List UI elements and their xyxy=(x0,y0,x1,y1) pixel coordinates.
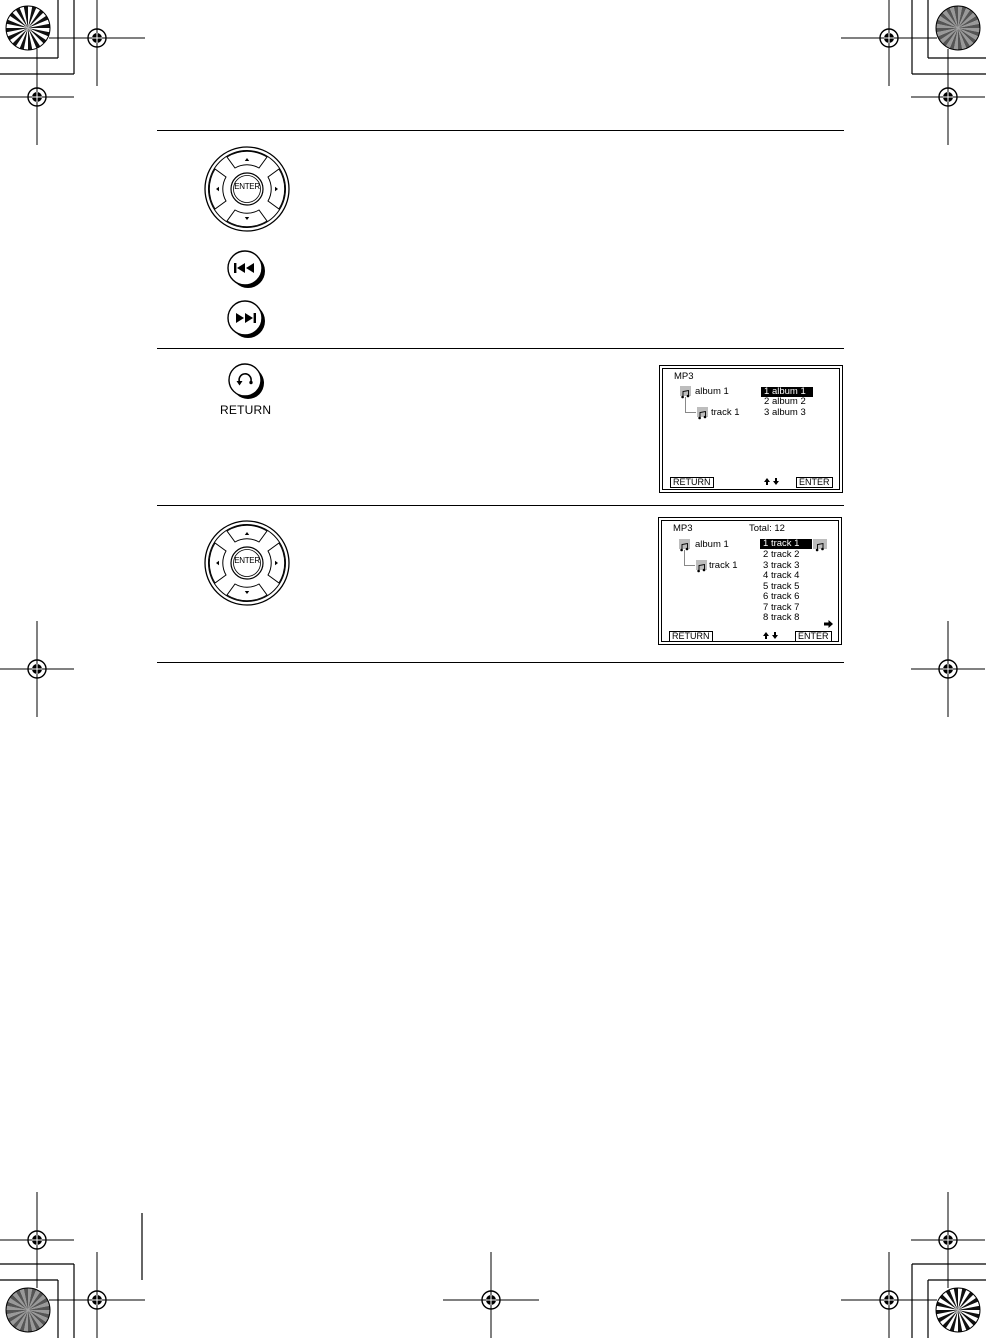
list-item-label: track 4 xyxy=(770,570,800,581)
list-item[interactable] xyxy=(764,397,806,407)
previous-track-icon xyxy=(226,249,268,289)
list-item[interactable] xyxy=(763,603,799,613)
tree-connector xyxy=(684,565,695,566)
list-item-label: album 3 xyxy=(771,407,806,418)
list-item-number: 1 xyxy=(764,386,770,397)
list-item-label: track 5 xyxy=(770,580,800,592)
up-down-arrows-icon xyxy=(763,632,779,640)
list-item-number: 3 xyxy=(764,407,770,418)
mp3-album-screen xyxy=(659,365,843,493)
tree-track: track 1 xyxy=(711,407,740,418)
registration-wheel-icon xyxy=(936,6,980,50)
list-item[interactable] xyxy=(763,582,799,592)
list-item[interactable] xyxy=(763,613,799,623)
next-page-arrow-icon xyxy=(824,620,833,628)
list-item-label: track 2 xyxy=(770,549,800,560)
list-item-number: 8 xyxy=(763,612,769,623)
list-item[interactable] xyxy=(763,571,799,581)
up-down-arrows-icon xyxy=(764,478,780,486)
list-item-number: 3 xyxy=(763,559,769,571)
list-item-label: track 8 xyxy=(770,612,800,623)
list-item-label: track 1 xyxy=(770,538,800,549)
section-rule-3 xyxy=(157,505,844,506)
list-item[interactable] xyxy=(763,561,799,571)
section-rule-bottom xyxy=(157,662,844,663)
list-item[interactable] xyxy=(764,408,806,418)
registration-wheel-icon xyxy=(6,6,50,50)
list-item[interactable] xyxy=(760,539,812,549)
registration-wheel-icon xyxy=(6,1288,50,1332)
music-note-icon xyxy=(813,539,827,549)
list-item-label: track 7 xyxy=(770,601,800,613)
list-item-label: track 6 xyxy=(770,591,800,602)
tree-connector xyxy=(685,412,696,413)
enter-label: ENTER xyxy=(234,556,260,565)
osd-enter-button[interactable]: ENTER xyxy=(796,477,833,488)
music-note-icon xyxy=(679,539,690,549)
osd-return-button[interactable]: RETURN xyxy=(670,477,714,488)
list-item-label: album 2 xyxy=(771,396,806,407)
music-note-icon xyxy=(697,407,708,417)
tree-connector xyxy=(684,550,685,565)
list-item[interactable] xyxy=(763,550,799,560)
list-item[interactable] xyxy=(763,592,799,602)
music-note-icon xyxy=(680,386,691,396)
tree-track: track 1 xyxy=(709,560,738,571)
return-icon xyxy=(227,362,267,400)
music-note-icon xyxy=(696,560,707,570)
list-item-number: 5 xyxy=(763,580,769,592)
list-item-number: 2 xyxy=(764,396,770,407)
list-item-number: 2 xyxy=(763,549,769,560)
tree-album: album 1 xyxy=(695,386,729,397)
list-item-number: 7 xyxy=(763,601,769,613)
registration-wheel-icon xyxy=(936,1288,980,1332)
list-item-number: 1 xyxy=(763,538,769,549)
list-item-number: 6 xyxy=(763,591,769,602)
osd-total: Total: 12 xyxy=(749,523,785,534)
section-rule-top xyxy=(157,130,844,131)
list-item-number: 4 xyxy=(763,570,769,581)
list-item-label: track 3 xyxy=(770,559,800,571)
tree-album: album 1 xyxy=(695,539,729,550)
osd-return-button[interactable]: RETURN xyxy=(669,631,713,642)
osd-header: MP3 xyxy=(674,371,694,382)
enter-label: ENTER xyxy=(234,182,260,191)
list-item-label: album 1 xyxy=(771,386,806,397)
tree-connector xyxy=(685,397,686,412)
next-track-icon xyxy=(226,299,268,339)
section-rule-2 xyxy=(157,348,844,349)
mp3-track-screen xyxy=(658,517,842,645)
osd-enter-button[interactable]: ENTER xyxy=(795,631,832,642)
return-label: RETURN xyxy=(220,403,272,417)
osd-header: MP3 xyxy=(673,523,693,534)
